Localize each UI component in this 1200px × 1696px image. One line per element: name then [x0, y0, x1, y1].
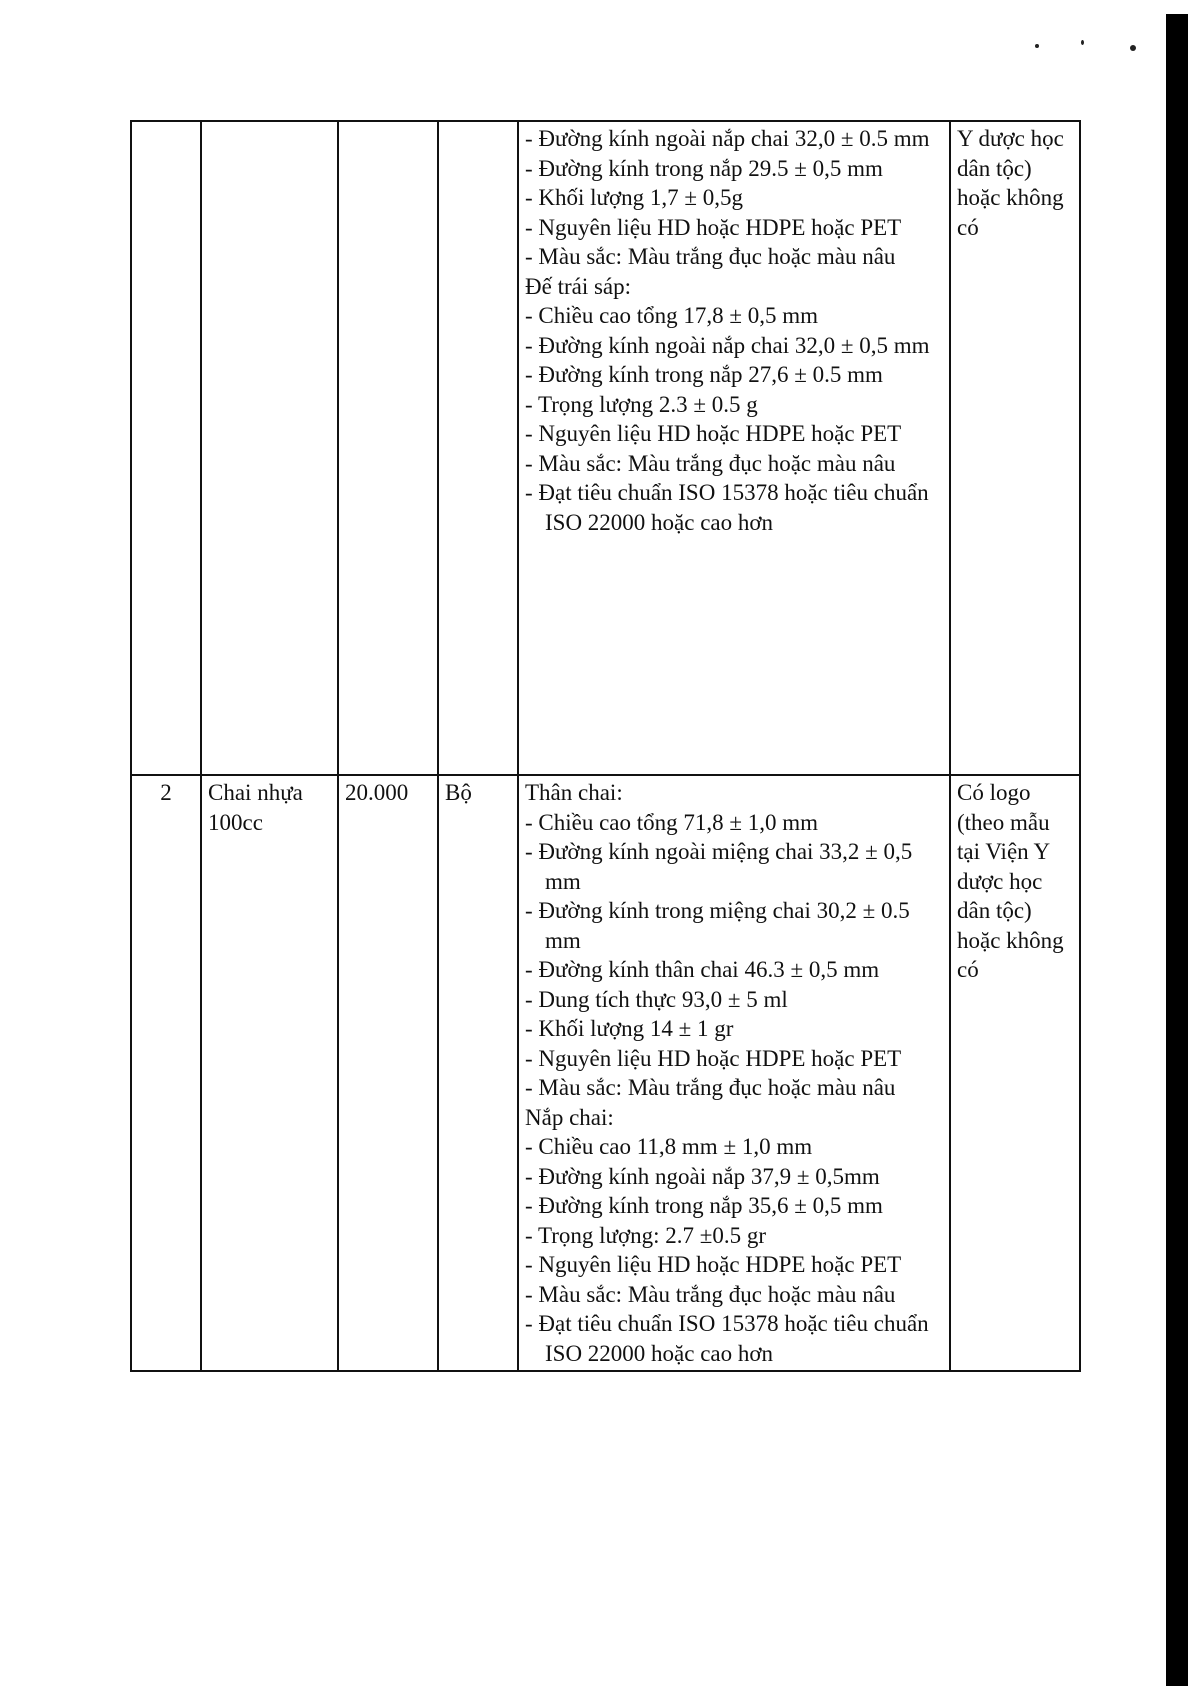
scan-speck — [1130, 45, 1136, 51]
quantity-cell — [338, 121, 438, 775]
scan-speck — [1035, 44, 1039, 48]
spec-line: - Đường kính trong miệng chai 30,2 ± 0.5 mm — [525, 898, 910, 953]
spec-line: - Đường kính thân chai 46.3 ± 0,5 mm — [525, 957, 880, 982]
spec-line: - Nguyên liệu HD hoặc HDPE hoặc PET — [525, 1252, 902, 1277]
spec-line: - Khối lượng 14 ± 1 gr — [525, 1016, 734, 1041]
spec-line: - Nguyên liệu HD hoặc HDPE hoặc PET — [525, 214, 902, 240]
spec-line: - Đạt tiêu chuẩn ISO 15378 hoặc tiêu chuẩn ISO 22000 hoặc cao hơn — [525, 1311, 929, 1366]
spec-line: - Đường kính trong nắp 35,6 ± 0,5 mm — [525, 1193, 883, 1218]
spec-line: - Đạt tiêu chuẩn ISO 15378 hoặc tiêu chuẩn ISO 22000 hoặc cao hơn — [525, 480, 929, 535]
spec-line: - Màu sắc: Màu trắng đục hoặc màu nâu — [525, 244, 896, 269]
spec-line: - Đường kính ngoài nắp 37,9 ± 0,5mm — [525, 1163, 880, 1189]
item-name-cell: Chai nhựa 100cc — [201, 775, 338, 1371]
specification-cell — [518, 775, 950, 1371]
spec-section-heading: Nắp chai: — [525, 1104, 614, 1130]
specification-table — [130, 120, 1081, 1372]
specification-cell — [518, 121, 950, 775]
unit-cell — [438, 121, 518, 775]
spec-line: - Đường kính trong nắp 27,6 ± 0.5 mm — [525, 362, 883, 387]
spec-line: - Nguyên liệu HD hoặc HDPE hoặc PET — [525, 1045, 902, 1071]
spec-line: - Đường kính ngoài nắp chai 32,0 ± 0,5 mm — [525, 332, 930, 358]
spec-line: - Màu sắc: Màu trắng đục hoặc màu nâu — [525, 450, 896, 476]
scan-edge-bar — [1166, 14, 1188, 1686]
quantity-cell: 20.000 — [338, 775, 438, 1371]
table-row — [131, 775, 1080, 1371]
spec-line: - Chiều cao tổng 71,8 ± 1,0 mm — [525, 809, 819, 835]
spec-line: - Khối lượng 1,7 ± 0,5g — [525, 185, 744, 210]
table-row — [131, 121, 1080, 775]
spec-line: - Trọng lượng 2.3 ± 0.5 g — [525, 391, 758, 417]
spec-line: - Màu sắc: Màu trắng đục hoặc màu nâu — [525, 1281, 896, 1307]
spec-line: - Chiều cao 11,8 mm ± 1,0 mm — [525, 1134, 813, 1159]
spec-line: - Dung tích thực 93,0 ± 5 ml — [525, 986, 788, 1012]
spec-line: - Đường kính trong nắp 29.5 ± 0,5 mm — [525, 155, 883, 181]
spec-line: - Đường kính ngoài miệng chai 33,2 ± 0,5 mm — [525, 839, 913, 894]
note-cell: Có logo (theo mẫu tại Viện Y dược học dân tộc) hoặc không có — [950, 775, 1080, 1371]
note-cell: Y dược học dân tộc) hoặc không có — [950, 121, 1080, 775]
scan-speck — [1081, 40, 1084, 45]
row-number-cell — [131, 121, 201, 775]
row-number-cell: 2 — [131, 775, 201, 1371]
spec-line: - Đường kính ngoài nắp chai 32,0 ± 0.5 mm — [525, 126, 930, 151]
spec-section-heading: Thân chai: — [525, 780, 623, 805]
item-name-cell — [201, 121, 338, 775]
spec-line: - Chiều cao tổng 17,8 ± 0,5 mm — [525, 303, 819, 328]
spec-section-heading: Đế trái sáp: — [525, 273, 632, 299]
spec-line: - Trọng lượng: 2.7 ±0.5 gr — [525, 1222, 767, 1248]
spec-line: - Nguyên liệu HD hoặc HDPE hoặc PET — [525, 421, 902, 446]
spec-line: - Màu sắc: Màu trắng đục hoặc màu nâu — [525, 1075, 896, 1100]
unit-cell: Bộ — [438, 775, 518, 1371]
